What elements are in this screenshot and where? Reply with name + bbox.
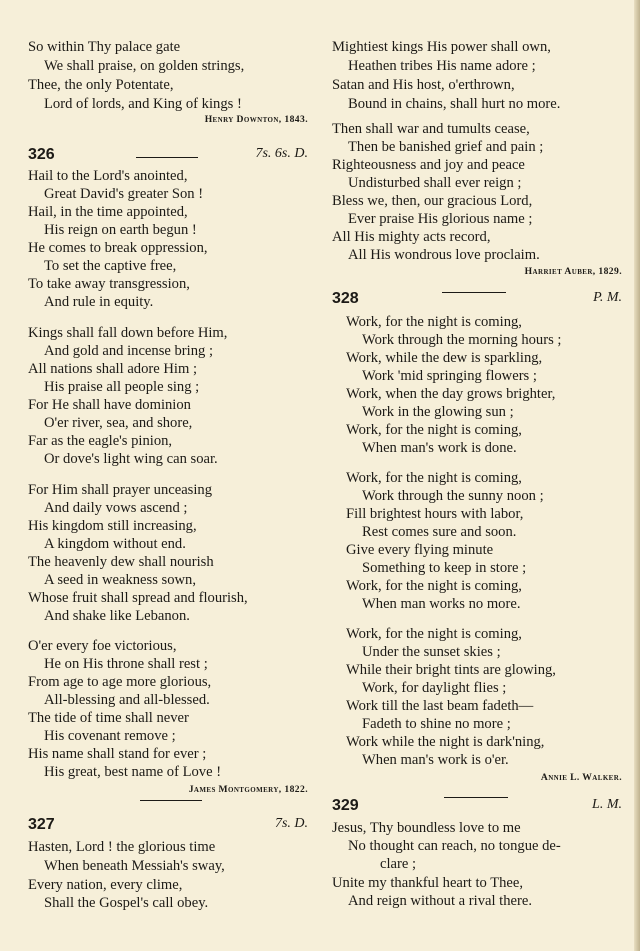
verse-line: Work 'mid springing flowers ; — [362, 368, 537, 384]
verse-line: Or dove's light wing can soar. — [44, 451, 218, 467]
verse-line: Work, for the night is coming, — [346, 422, 522, 438]
verse-line: Fill brightest hours with labor, — [346, 506, 524, 522]
author-attribution: James Montgomery, 1822. — [188, 784, 308, 795]
verse-line: Great David's greater Son ! — [44, 186, 204, 202]
page-edge — [634, 0, 640, 951]
verse-line: And daily vows ascend ; — [44, 500, 188, 516]
verse-line: Mightiest kings His power shall own, — [332, 39, 551, 55]
verse-line: His praise all people sing ; — [44, 379, 200, 395]
verse-line: For Him shall prayer unceasing — [28, 482, 212, 498]
verse-line: Jesus, Thy boundless love to me — [332, 820, 521, 836]
verse-line: We shall praise, on golden strings, — [44, 58, 245, 74]
verse-line: O'er river, sea, and shore, — [44, 415, 193, 431]
hymn-number: 327 — [28, 816, 55, 833]
hymn-number: 329 — [332, 797, 359, 814]
verse-line: Whose fruit shall spread and flourish, — [28, 590, 248, 606]
verse-line: His name shall stand for ever ; — [28, 746, 207, 762]
verse-line: Hail to the Lord's anointed, — [28, 168, 188, 184]
verse-line: His great, best name of Love ! — [44, 764, 222, 780]
verse-line: Far as the eagle's pinion, — [28, 433, 173, 449]
verse-line: His kingdom still increasing, — [28, 518, 197, 534]
verse-line: His reign on earth begun ! — [44, 222, 197, 238]
verse-line: Work through the morning hours ; — [362, 332, 562, 348]
verse-line: Rest comes sure and soon. — [362, 524, 517, 540]
verse-line: Work, when the day grows brighter, — [346, 386, 556, 402]
verse-line: Heathen tribes His name adore ; — [348, 58, 536, 74]
verse-line: All His mighty acts record, — [332, 229, 491, 245]
verse-line: And shake like Lebanon. — [44, 608, 190, 624]
verse-line: Under the sunset skies ; — [362, 644, 501, 660]
verse-line: Kings shall fall down before Him, — [28, 325, 228, 341]
verse-line: Give every flying minute — [346, 542, 494, 558]
verse-line: Thee, the only Potentate, — [28, 77, 174, 93]
verse-line: Every nation, every clime, — [28, 877, 183, 893]
verse-line: Ever praise His glorious name ; — [348, 211, 533, 227]
verse-line: When man's work is done. — [362, 440, 517, 456]
hymn-divider — [140, 800, 202, 801]
verse-line: For He shall have dominion — [28, 397, 191, 413]
hymn-meter: P. M. — [593, 290, 622, 305]
verse-line: O'er every foe victorious, — [28, 638, 177, 654]
verse-line: Then be banished grief and pain ; — [348, 139, 544, 155]
verse-line: Undisturbed shall ever reign ; — [348, 175, 522, 191]
verse-line: Something to keep in store ; — [362, 560, 527, 576]
hymn-meter: 7s. 6s. D. — [255, 146, 308, 161]
verse-line: All His wondrous love proclaim. — [348, 247, 540, 263]
verse-line: When man works no more. — [362, 596, 521, 612]
verse-line: Work through the sunny noon ; — [362, 488, 544, 504]
verse-line: Shall the Gospel's call obey. — [44, 895, 209, 911]
author-attribution: Harriet Auber, 1829. — [524, 266, 622, 277]
verse-line: Then shall war and tumults cease, — [332, 121, 530, 137]
hymn-divider — [442, 292, 506, 293]
verse-line: Unite my thankful heart to Thee, — [332, 875, 524, 891]
verse-line: A kingdom without end. — [44, 536, 186, 552]
verse-line: Hasten, Lord ! the glorious time — [28, 839, 216, 855]
hymn-meter: 7s. D. — [274, 816, 308, 831]
verse-line: No thought can reach, no tongue de- — [348, 838, 561, 854]
author-attribution: Annie L. Walker. — [540, 772, 622, 783]
verse-line: Satan and His host, o'erthrown, — [332, 77, 515, 93]
verse-line: When man's work is o'er. — [362, 752, 509, 768]
hymn-divider — [136, 157, 198, 158]
verse-line: To take away transgression, — [28, 276, 190, 292]
verse-line: From age to age more glorious, — [28, 674, 212, 690]
verse-line: So within Thy palace gate — [28, 39, 181, 55]
verse-line: Work in the glowing sun ; — [362, 404, 514, 420]
verse-line: clare ; — [380, 856, 417, 872]
verse-line: To set the captive free, — [44, 258, 177, 274]
verse-line: Work, for the night is coming, — [346, 626, 522, 642]
verse-line: Work, while the dew is sparkling, — [346, 350, 543, 366]
hymn-number: 326 — [28, 146, 55, 163]
verse-line: Work, for the night is coming, — [346, 578, 522, 594]
hymn-number: 328 — [332, 290, 359, 307]
verse-line: Work, for daylight flies ; — [362, 680, 507, 696]
verse-line: Righteousness and joy and peace — [332, 157, 525, 173]
verse-line: The heavenly dew shall nourish — [28, 554, 214, 570]
verse-line: His covenant remove ; — [44, 728, 176, 744]
verse-line: Hail, in the time appointed, — [28, 204, 188, 220]
verse-line: He on His throne shall rest ; — [44, 656, 208, 672]
verse-line: Bound in chains, shall hurt no more. — [348, 96, 561, 112]
verse-line: And gold and incense bring ; — [44, 343, 214, 359]
verse-line: And rule in equity. — [44, 294, 154, 310]
verse-line: Work while the night is dark'ning, — [346, 734, 545, 750]
verse-line: Work, for the night is coming, — [346, 470, 522, 486]
verse-line: Fadeth to shine no more ; — [362, 716, 511, 732]
verse-line: While their bright tints are glowing, — [346, 662, 556, 678]
verse-line: And reign without a rival there. — [348, 893, 532, 909]
verse-line: All nations shall adore Him ; — [28, 361, 198, 377]
verse-line: Lord of lords, and King of kings ! — [44, 96, 242, 112]
verse-line: He comes to break oppression, — [28, 240, 208, 256]
hymn-meter: L. M. — [592, 797, 622, 812]
verse-line: A seed in weakness sown, — [44, 572, 196, 588]
verse-line: All-blessing and all-blessed. — [44, 692, 210, 708]
verse-line: When beneath Messiah's sway, — [44, 858, 225, 874]
hymn-divider — [444, 797, 508, 798]
verse-line: The tide of time shall never — [28, 710, 189, 726]
author-attribution: Henry Downton, 1843. — [204, 114, 308, 125]
verse-line: Work till the last beam fadeth— — [346, 698, 534, 714]
verse-line: Bless we, then, our gracious Lord, — [332, 193, 533, 209]
verse-line: Work, for the night is coming, — [346, 314, 522, 330]
